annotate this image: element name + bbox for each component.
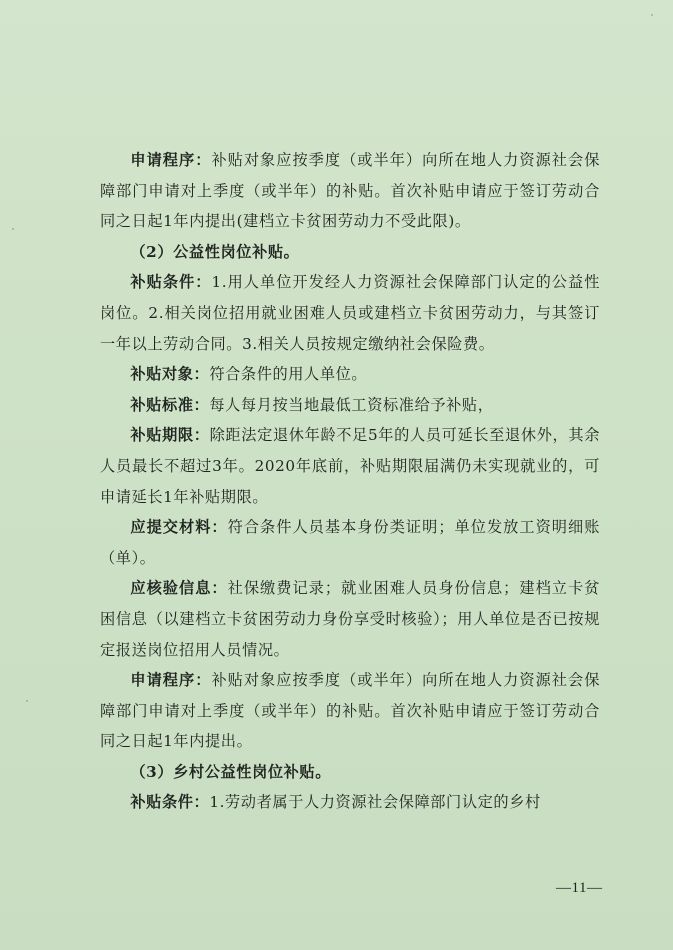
paragraph-lead: 补贴对象： (130, 365, 210, 384)
scan-speck (26, 700, 28, 702)
paragraph-required-materials (100, 512, 600, 573)
paragraph-lead: 应核验信息： (130, 579, 228, 598)
paragraph-verification-info (100, 573, 600, 665)
paragraph-text: 符合条件的用人单位。 (209, 365, 368, 384)
paragraph-lead: 补贴期限： (130, 426, 210, 445)
scan-speck (651, 14, 653, 16)
paragraph-lead: 补贴条件： (130, 273, 212, 292)
paragraph-subsidy-period (100, 420, 600, 512)
section-heading-public-welfare-post-subsidy: （2）公益性岗位补贴。 (130, 242, 300, 261)
paragraph-application-procedure-1 (100, 145, 600, 237)
paragraph-lead: 申请程序： (130, 671, 212, 690)
paragraph-rural-subsidy-conditions (100, 787, 600, 818)
paragraph-lead: 补贴标准： (130, 395, 210, 414)
paragraph-text: 符合条件人员基本身份类证明；单位发放工资明细账（单）。 (100, 518, 600, 567)
scan-speck (12, 228, 14, 230)
paragraph-text: 1.用人单位开发经人力资源社会保障部门认定的公益性岗位。2.相关岗位招用就业困难人员或建档立卡贫困劳动力，与其签订一年以上劳动合同。3.相关人员按规定缴纳社会保险费。 (100, 273, 600, 353)
paragraph-lead: 申请程序： (130, 151, 212, 169)
paragraph-subsidy-conditions (100, 267, 600, 359)
paragraph-text: 补贴对象应按季度（或半年）向所在地人力资源社会保障部门申请对上季度（或半年）的补贴。首次补贴申请应于签订劳动合同之日起1年内提出(建档立卡贫困劳动力不受此限)。 (100, 151, 601, 231)
paragraph-subsidy-target (100, 359, 600, 390)
paragraph-application-procedure-2 (100, 665, 600, 757)
section-heading-rural-public-welfare-post-subsidy: （3）乡村公益性岗位补贴。 (130, 762, 332, 781)
paragraph-text: 社保缴费记录；就业困难人员身份信息；建档立卡贫困信息（以建档立卡贫困劳动力身份享受时核验）；用人单位是否已按规定报送岗位招用人员情况。 (100, 579, 600, 659)
paragraph-text: 每人每月按当地最低工资标准给予补贴， (209, 395, 494, 414)
paragraph-text: 补贴对象应按季度（或半年）向所在地人力资源社会保障部门申请对上季度（或半年）的补贴。首次补贴申请应于签订劳动合同之日起1年内提出。 (100, 671, 601, 751)
page-number: —11— (556, 880, 603, 896)
paragraph-lead: 补贴条件： (130, 793, 210, 812)
paragraph-text: 1.劳动者属于人力资源社会保障部门认定的乡村 (209, 793, 541, 812)
paragraph-lead: 应提交材料： (130, 518, 228, 537)
paragraph-text: 除距法定退休年龄不足5年的人员可延长至退休外，其余人员最长不超过3年。2020年底前，补贴期限届满仍未实现就业的，可申请延长1年补贴期限。 (100, 426, 600, 506)
document-body (100, 145, 600, 818)
paragraph-subsidy-standard (100, 390, 600, 421)
